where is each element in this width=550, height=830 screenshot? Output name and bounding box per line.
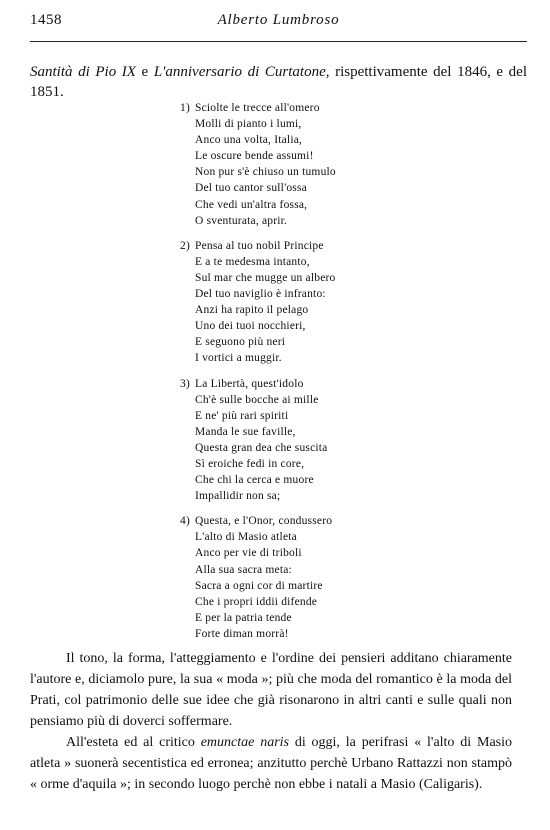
verse-line: Non pur s'è chiuso un tumulo <box>195 166 336 179</box>
stanza-number: 2) <box>180 239 190 252</box>
stanza-number: 4) <box>180 515 190 528</box>
verse-line: Manda le sue faville, <box>195 425 296 438</box>
verse-line: E a te medesma intanto, <box>195 255 310 268</box>
p2-latin-phrase: emunctae naris <box>200 735 289 750</box>
stanza-1 <box>180 100 500 229</box>
verse-text: Questa, e l'Onor, condussero <box>195 515 333 528</box>
verse-text: La Libertà, quest'idolo <box>195 377 304 390</box>
verse-line: Che chi la cerca e muore <box>195 474 314 487</box>
verse-line <box>180 238 500 254</box>
verse-line: I vortici a muggir. <box>195 352 282 365</box>
verse-line: Sul mar che mugge un albero <box>195 271 336 284</box>
stanza-2 <box>180 238 500 367</box>
verse-line: Anzi ha rapito il pelago <box>195 304 309 317</box>
commentary <box>30 648 512 795</box>
stanza-3 <box>180 376 500 505</box>
verse-line: Ch'è sulle bocche ai mille <box>195 393 319 406</box>
verse-text: Sciolte le trecce all'omero <box>195 102 320 114</box>
commentary-paragraph-2 <box>30 732 512 795</box>
title-pio-ix: Santità di Pio IX <box>30 64 136 80</box>
verse-line: Del tuo cantor sull'ossa <box>195 182 307 195</box>
verse-line: Forte diman morrà! <box>195 627 289 640</box>
verse-line: L'alto di Masio atleta <box>195 531 297 544</box>
verse-line: Del tuo naviglio è infranto: <box>195 288 326 301</box>
verse-line: Le oscure bende assumi! <box>195 150 314 163</box>
verse-line: E ne' più rari spiriti <box>195 409 289 422</box>
verse-line: E seguono più neri <box>195 336 286 349</box>
verse-line: Anco una volta, Italia, <box>195 134 303 147</box>
verse-line <box>180 376 500 392</box>
page-header <box>30 10 527 36</box>
verse-line: Impallidir non sa; <box>195 490 281 503</box>
verse-line: Sacra a ogni cor di martire <box>195 579 323 592</box>
verse-line: Questa gran dea che suscita <box>195 441 328 454</box>
stanza-number: 3) <box>180 377 190 390</box>
verse-line: Uno dei tuoi nocchieri, <box>195 320 306 333</box>
verse-line <box>180 100 500 116</box>
poem <box>180 100 500 651</box>
stanza-number: 1) <box>180 102 190 114</box>
intro-rest: , rispettivamente del 1846, e del 1851. <box>30 64 527 100</box>
verse-text: Pensa al tuo nobil Principe <box>195 239 324 252</box>
header-rule <box>30 41 527 42</box>
page-number: 1458 <box>30 12 62 28</box>
running-head: Alberto Lumbroso <box>217 12 340 28</box>
verse-line: O sventurata, aprir. <box>195 214 288 227</box>
verse-line: Anco per vie di triboli <box>195 547 302 560</box>
verse-line: E per la patria tende <box>195 611 292 624</box>
stanza-4 <box>180 513 500 642</box>
verse-line: Alla sua sacra meta: <box>195 563 292 576</box>
intro-paragraph <box>30 62 527 102</box>
p2-text-a: All'esteta ed al critico <box>66 735 201 750</box>
verse-line: Sì eroiche fedi in core, <box>195 457 305 470</box>
verse-line: Molli di pianto i lumi, <box>195 118 302 131</box>
verse-line: Che i propri iddii difende <box>195 595 318 608</box>
p2-text-b: di oggi, la perifrasi « l'alto di Masio atleta » suonerà secentistica ed erronea; anzitutto perchè Urbano Rattazzi non stampò « orme d'aquila »; in secondo luogo perchè non ebbe i natali a Masio (Caligaris). <box>30 735 512 792</box>
commentary-paragraph-1: Il tono, la forma, l'atteggiamento e l'ordine dei pensieri additano chiaramente l'autore e, diciamolo pure, la sua « moda »; più che moda del romantico è la moda del Prati, col patrimonio delle sue idee che già risonarono in altri canti e sulle quali non pensiamo più di doverci soffermare. <box>30 651 512 729</box>
title-curtatone: L'anniversario di Curtatone <box>153 64 326 80</box>
verse-line <box>180 513 500 529</box>
intro-conjunction: e <box>135 64 154 80</box>
verse-line: Che vedi un'altra fossa, <box>195 198 308 211</box>
